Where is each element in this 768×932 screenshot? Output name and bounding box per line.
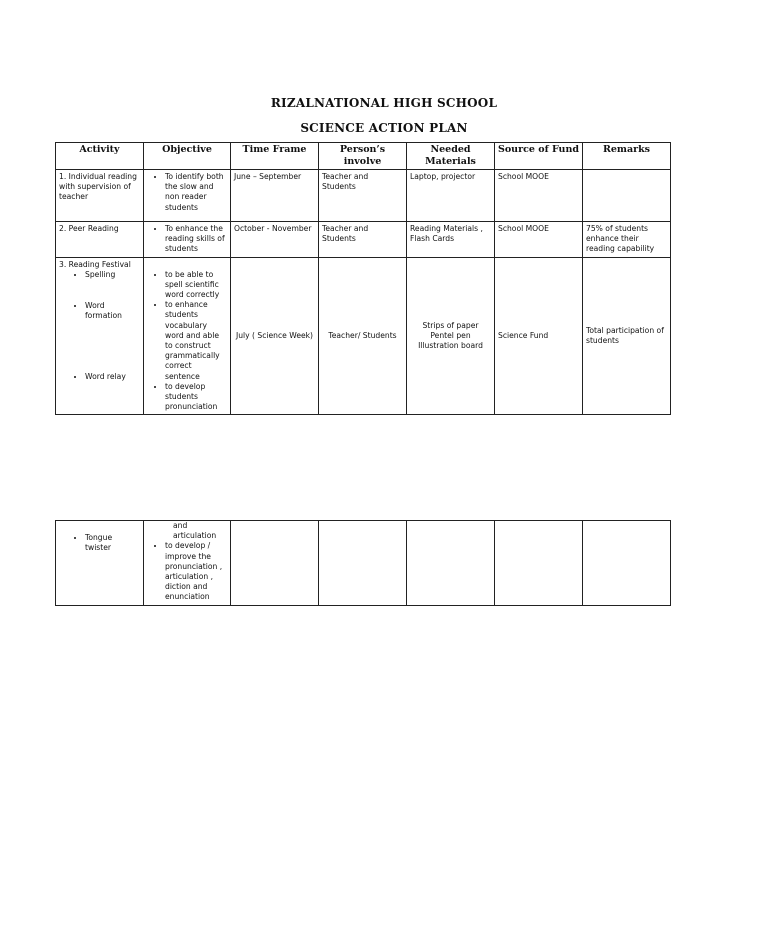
- materials-cell: [407, 521, 495, 606]
- remarks-cell: [583, 170, 671, 222]
- school-name: RIZALNATIONAL HIGH SCHOOL: [270, 96, 498, 110]
- activity-cell: [56, 521, 144, 606]
- remarks-cell: [583, 521, 671, 606]
- materials-cell: Laptop, projector: [407, 170, 495, 222]
- objective-item: • To identify both the slow and non reader students: [165, 172, 227, 213]
- objective-item: • to enhance students vocabulary word and able to construct grammatically correct sentence: [165, 300, 227, 382]
- materials-cell: [407, 257, 495, 415]
- column-header: Needed Materials: [407, 143, 495, 170]
- objective-item: • to be able to spell scientific word correctly: [165, 270, 227, 301]
- column-header: Activity: [56, 143, 144, 170]
- fund-cell: [495, 521, 583, 606]
- material-item: Pentel pen: [430, 330, 471, 340]
- activity-cell: 2. Peer Reading: [56, 222, 144, 258]
- objective-cell: [144, 222, 231, 258]
- objective-cell: [144, 257, 231, 415]
- column-header: Source of Fund: [495, 143, 583, 170]
- table-row: [56, 257, 671, 415]
- objective-item: • to develop / improve the pronunciation , articulation , diction and enunciation: [165, 541, 227, 602]
- activity-cell: [56, 257, 144, 415]
- objective-continued: and articulation: [173, 521, 217, 541]
- material-item: Strips of paper: [422, 320, 479, 330]
- sub-activity: • Spelling: [85, 270, 140, 280]
- objective-item: • to develop students pronunciation: [165, 382, 227, 413]
- objective-cell: [144, 170, 231, 222]
- persons-cell: Teacher and Students: [319, 222, 407, 258]
- time-frame-cell: [231, 521, 319, 606]
- persons-cell: Teacher and Students: [319, 170, 407, 222]
- time-frame-cell: June – September: [231, 170, 319, 222]
- table-header-row: [56, 143, 671, 170]
- remarks-cell: Total participation of students: [583, 257, 671, 415]
- sub-activity: • Tongue twister: [85, 533, 140, 553]
- fund-cell: School MOOE: [495, 170, 583, 222]
- sub-activity: • Word relay: [85, 372, 140, 382]
- material-item: Illustration board: [418, 341, 483, 351]
- table-row: [56, 222, 671, 258]
- materials-cell: Reading Materials , Flash Cards: [407, 222, 495, 258]
- fund-cell: School MOOE: [495, 222, 583, 258]
- time-frame-cell: October - November: [231, 222, 319, 258]
- time-frame-cell: July ( Science Week): [231, 257, 319, 415]
- column-header: Time Frame: [231, 143, 319, 170]
- persons-cell: Teacher/ Students: [319, 257, 407, 415]
- table-row: [56, 521, 671, 606]
- action-plan-table: [55, 142, 671, 415]
- column-header: Remarks: [583, 143, 671, 170]
- sub-activity: • Word formation: [85, 301, 140, 321]
- activity-cell: 1. Individual reading with supervision of teacher: [56, 170, 144, 222]
- objective-cell: [144, 521, 231, 606]
- activity-title: 3. Reading Festival: [59, 259, 131, 269]
- column-header: Person’s involve: [319, 143, 407, 170]
- objective-item: • To enhance the reading skills of students: [165, 224, 227, 255]
- fund-cell: Science Fund: [495, 257, 583, 415]
- persons-cell: [319, 521, 407, 606]
- remarks-cell: 75% of students enhance their reading capability: [583, 222, 671, 258]
- document-title: SCIENCE ACTION PLAN: [300, 121, 468, 135]
- action-plan-table-continued: [55, 520, 671, 606]
- column-header: Objective: [144, 143, 231, 170]
- table-row: [56, 170, 671, 222]
